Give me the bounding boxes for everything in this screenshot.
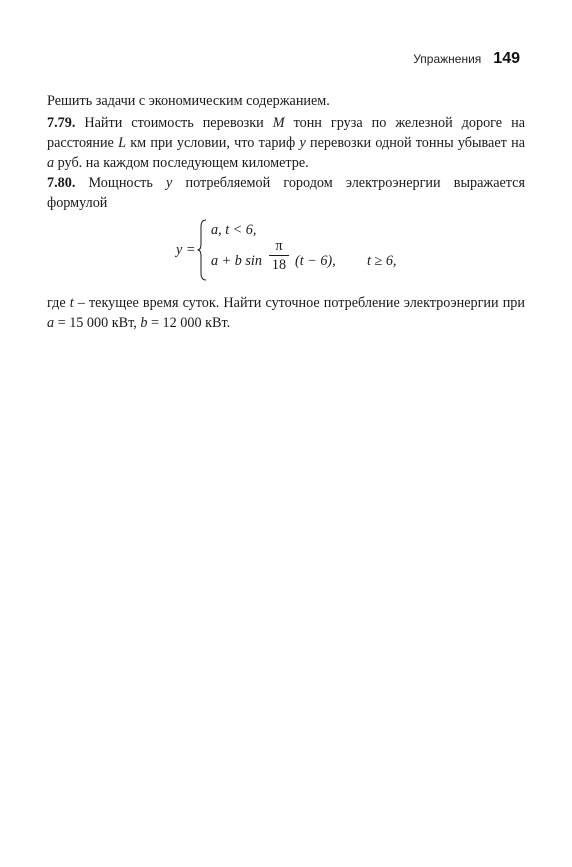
running-header — [413, 50, 520, 68]
problem-7-80 — [47, 173, 525, 213]
page-body — [47, 91, 525, 333]
piecewise-formula — [47, 217, 525, 285]
text-fragment: потребляемой городом электроэнергии выражается формулой — [47, 175, 525, 211]
math-variable: M — [272, 115, 285, 131]
page-number: 149 — [493, 50, 520, 67]
text-fragment: перевозки одной тонны убывает на — [305, 135, 525, 151]
problem-number: 7.80. — [47, 175, 76, 191]
text-fragment: – текущее время суток. Найти суточное потребление электроэнергии при — [73, 295, 525, 311]
left-brace-icon — [197, 219, 207, 281]
text-fragment: где — [47, 295, 70, 311]
math-variable: a — [47, 315, 55, 331]
math-variable: b — [140, 315, 148, 331]
intro-line: Решить задачи с экономическим содержанием. — [47, 93, 330, 109]
fraction-bar — [269, 255, 289, 256]
fraction-numerator: π — [275, 238, 283, 254]
formula-case-2-rest: (t − 6), — [295, 253, 336, 269]
formula-lhs: y = — [176, 242, 196, 258]
text-fragment: Найти стоимость перевозки — [75, 115, 273, 131]
math-variable: L — [118, 135, 126, 151]
formula-fraction — [269, 238, 289, 273]
formula-case-2-start: a + b sin — [211, 253, 262, 269]
problem-7-80-continuation — [47, 293, 525, 333]
text-fragment: = 12 000 кВт. — [147, 315, 231, 331]
math-variable: a — [47, 155, 55, 171]
text-fragment: = 15 000 кВт, — [54, 315, 141, 331]
text-fragment: км при условии, что тариф — [125, 135, 300, 151]
text-fragment: руб. на каждом последующем километре. — [54, 155, 309, 171]
problem-number: 7.79. — [47, 115, 76, 131]
text-fragment: тонн груза по железной дороге на расстояние — [47, 115, 525, 151]
math-variable: y — [299, 135, 306, 151]
math-variable: y — [166, 175, 173, 191]
section-title: Упражнения — [413, 52, 482, 66]
text-fragment: Мощность — [75, 175, 167, 191]
fraction-denominator: 18 — [271, 257, 287, 273]
math-variable: t — [69, 295, 74, 311]
formula-case-2-condition: t ≥ 6, — [367, 253, 397, 269]
formula-case-1: a, t < 6, — [211, 222, 257, 238]
problem-7-79 — [47, 113, 525, 173]
